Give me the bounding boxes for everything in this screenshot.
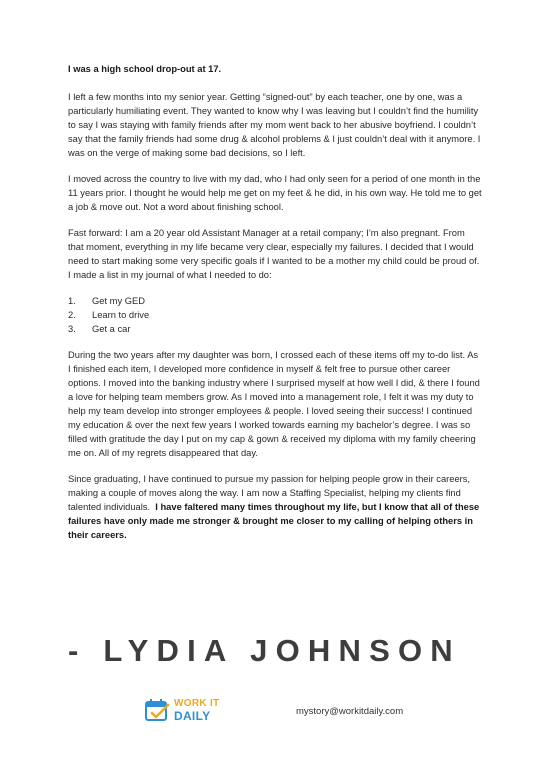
list-item-text: Learn to drive	[92, 310, 150, 321]
footer	[0, 695, 540, 731]
logo-text-top: WORK IT	[174, 697, 220, 709]
final-paragraph-bold: I have faltered many times throughout my life, but I know that all of these failures have only made me stronger & brought me closer to my calling of helping others in their careers.	[68, 502, 480, 541]
list-item-text: Get a car	[92, 324, 131, 335]
story-paragraph: I left a few months into my senior year. Getting “signed-out” by each teacher, one by one, was a particularly humiliating event. They wanted to know why I was leaving but I couldn’t find the humility to say I was staying with family friends after my mom went back to her abusive boyfriend. I couldn’t say that the family friends had some drug & alcohol problems & I just couldn’t deal with it anymore. I was on the verge of making some bad decisions, so I left.	[68, 92, 481, 159]
list-item	[68, 322, 482, 336]
story-paragraph: During the two years after my daughter was born, I crossed each of these items off my to-do list. As I finished each item, I developed more confidence in myself & felt free to pursue other career options. I moved into the banking industry where I surprised myself at how well I did, & there I found a love for helping team members grow. As I moved into a management role, I felt it was my duty to help my team develop into stronger employees & people. I loved seeing their success! I continued my education & over the next few years I worked towards earning my bachelor’s degree. I was so filled with gratitude the day I put on my cap & gown & received my diploma with my family cheering me on. All of my regrets disappeared that day.	[68, 350, 480, 459]
list-item	[68, 294, 482, 308]
goals-list	[68, 294, 482, 336]
story-body	[68, 62, 482, 554]
list-item-number: 3.	[68, 324, 76, 335]
story-title: I was a high school drop-out at 17.	[68, 64, 222, 74]
author-signature: - LYDIA JOHNSON	[68, 633, 461, 668]
logo-text-bottom: DAILY	[174, 708, 211, 723]
list-item-text: Get my GED	[92, 296, 145, 307]
story-paragraph: I moved across the country to live with my dad, who I had only seen for a period of one month in the 11 years prior. I thought he would help me get on my feet & he did, in his own way. He told me to get a job & move out. Not a word about finishing school.	[68, 174, 482, 213]
list-item-number: 2.	[68, 310, 76, 321]
list-item-number: 1.	[68, 296, 76, 307]
logo-wordmark	[174, 699, 219, 722]
work-it-daily-logo[interactable]	[144, 697, 219, 723]
list-item	[68, 308, 482, 322]
story-final-paragraph	[68, 472, 482, 542]
calendar-check-icon	[144, 697, 170, 723]
story-paragraph: Fast forward: I am a 20 year old Assistant Manager at a retail company; I’m also pregnant. From that moment, everything in my life became very clear, especially my failures. I decided that I would need to start making some very specific goals if I wanted to be a mother my child could be proud of. I made a list in my journal of what I needed to do:	[68, 228, 480, 281]
contact-email[interactable]: mystory@workitdaily.com	[296, 706, 404, 717]
final-paragraph-text: Since graduating, I have continued to pursue my passion for helping people grow in their careers, making a couple of moves along the way. I am now a Staffing Specialist, helping my clients find talented individuals.	[68, 474, 471, 513]
